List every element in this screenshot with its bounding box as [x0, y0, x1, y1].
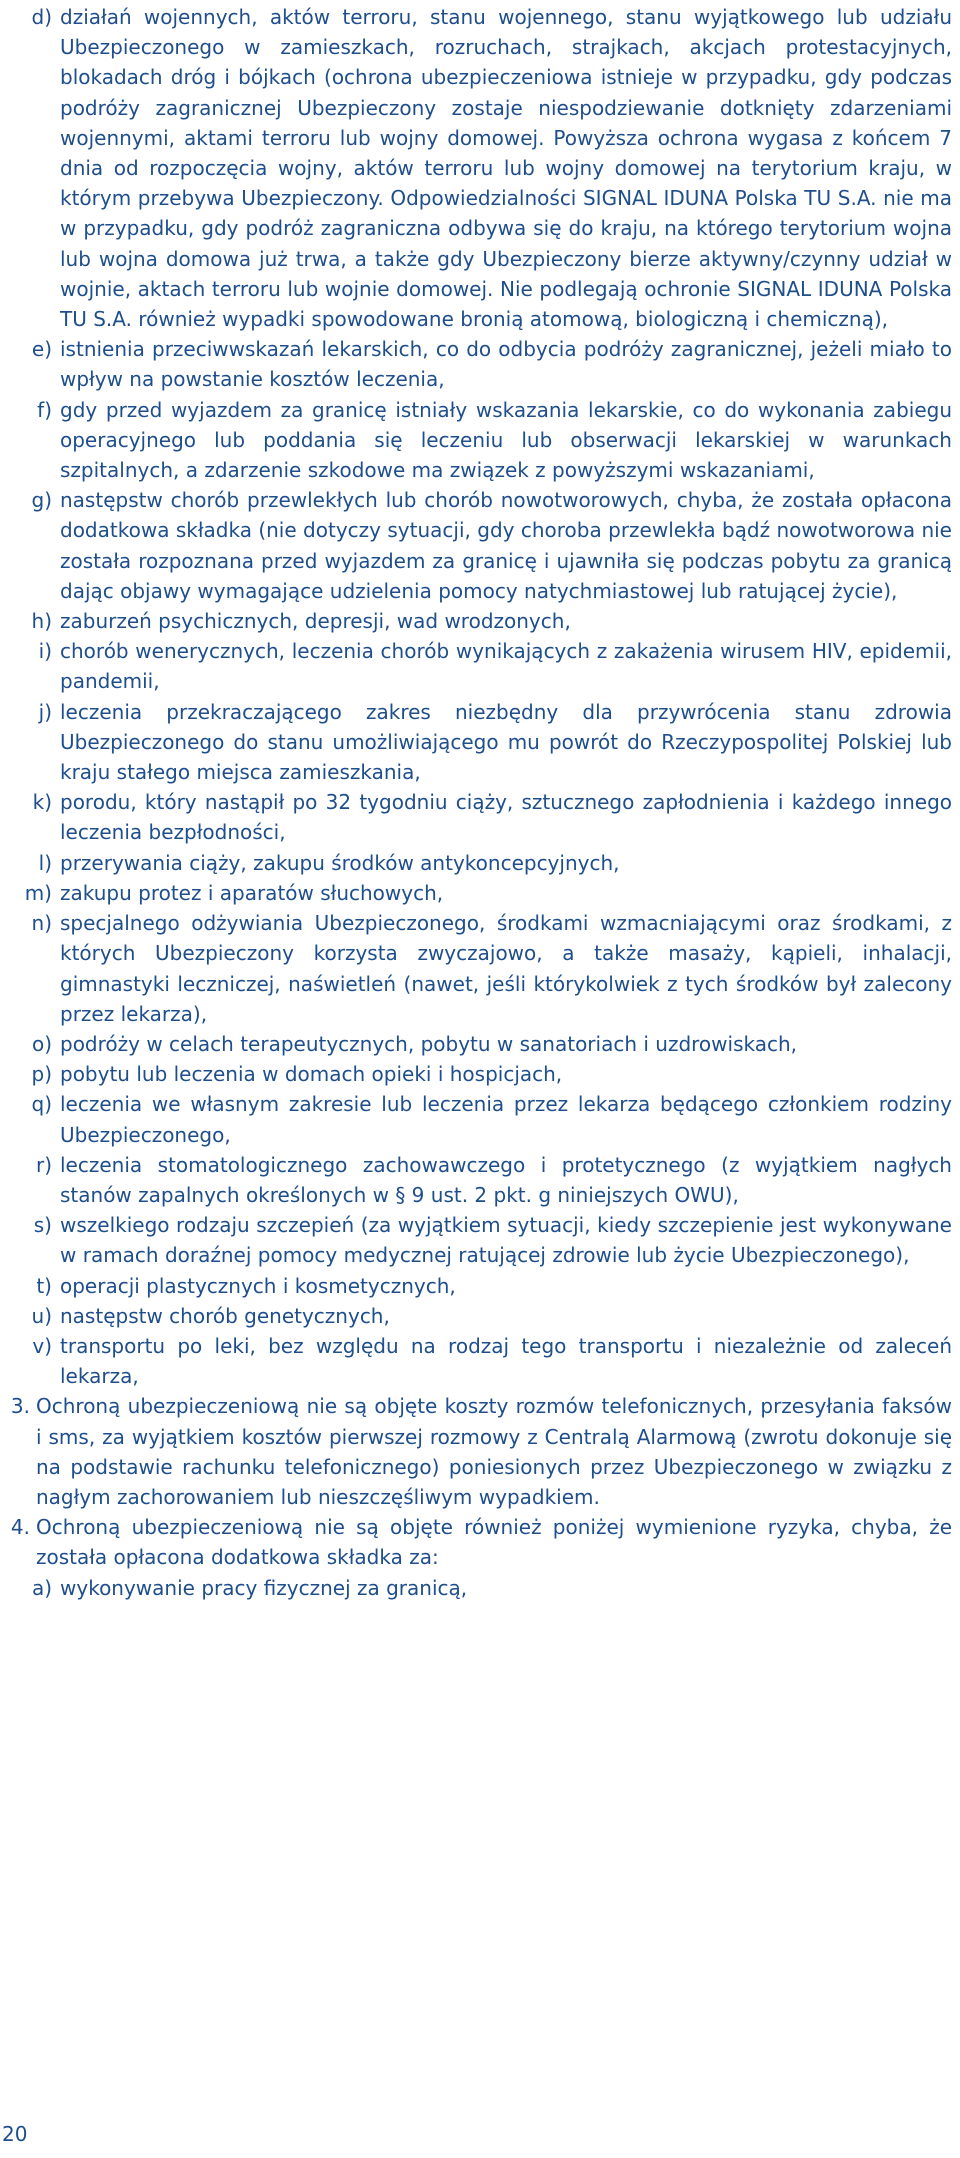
list-item [0, 1059, 952, 1089]
list-item-marker: t) [36, 1273, 52, 1298]
list-item-marker: g) [31, 488, 52, 513]
list-item [0, 395, 952, 486]
sub-list-item [32, 1573, 952, 1603]
list-item-marker: m) [24, 880, 52, 905]
list-item-marker: k) [32, 790, 52, 815]
list-item [0, 2, 952, 334]
list-item-marker: h) [31, 609, 52, 634]
list-item-marker: u) [31, 1303, 52, 1328]
numbered-item-marker: 3. [10, 1394, 30, 1419]
list-item [0, 908, 952, 1029]
exclusions-letter-list [0, 2, 952, 1391]
list-item-marker: v) [32, 1333, 52, 1358]
list-item-marker: f) [37, 397, 52, 422]
list-item-text: wszelkiego rodzaju szczepień (za wyjątkiem sytuacji, kiedy szczepienie jest wykonywane w ramach doraźnej pomocy medycznej ratującej zdrowie lub życie Ubezpieczonego), [60, 1213, 952, 1268]
list-item-marker: e) [31, 337, 52, 362]
list-item-marker: s) [33, 1213, 52, 1238]
sub-list-item-text: wykonywanie pracy fizycznej za granicą, [60, 1575, 468, 1600]
list-item-text: zaburzeń psychicznych, depresji, wad wrodzonych, [60, 609, 571, 634]
list-item [0, 1150, 952, 1210]
list-item [0, 606, 952, 636]
list-item-text: następstw chorób genetycznych, [60, 1303, 390, 1328]
list-item-text: gdy przed wyjazdem za granicę istniały wskazania lekarskie, co do wykonania zabiegu operacyjnego lub poddania się leczeniu lub obserwacji lekarskiej w warunkach szpitalnych, a zdarzenie szkodowe ma związek z powyższymi wskazaniami, [60, 397, 952, 483]
list-item-text: następstw chorób przewlekłych lub chorób nowotworowych, chyba, że została opłacona dodatkowa składka (nie dotyczy sytuacji, gdy choroba przewlekła bądź nowotworowa nie została rozpoznana przed wyjazdem za granicę i ujawniła się podczas pobytu za granicą dając objawy wymagające udzielenia pomocy natychmiastowej lub ratującej życie), [60, 488, 952, 603]
list-item [0, 1029, 952, 1059]
list-item-text: chorób wenerycznych, leczenia chorób wynikających z zakażenia wirusem HIV, epidemii, pandemii, [60, 639, 952, 694]
list-item-marker: n) [31, 911, 52, 936]
list-item-marker: i) [38, 639, 52, 664]
list-item-marker: p) [31, 1062, 52, 1087]
list-item [0, 334, 952, 394]
list-item-marker: r) [35, 1152, 52, 1177]
list-item-text: operacji plastycznych i kosmetycznych, [60, 1273, 456, 1298]
list-item-marker: l) [38, 850, 52, 875]
list-item-marker: q) [31, 1092, 52, 1117]
list-item [0, 697, 952, 788]
numbered-item-body [32, 1512, 952, 1603]
list-item [0, 787, 952, 847]
list-item [0, 485, 952, 606]
list-item-text: pobytu lub leczenia w domach opieki i hospicjach, [60, 1062, 563, 1087]
list-item-text: porodu, który nastąpił po 32 tygodniu ciąży, sztucznego zapłodnienia i każdego innego leczenia bezpłodności, [60, 790, 952, 845]
list-item [0, 848, 952, 878]
numbered-item-marker: 4. [10, 1515, 30, 1540]
list-item-text: specjalnego odżywiania Ubezpieczonego, środkami wzmacniającymi oraz środkami, z których Ubezpieczony korzysta zwyczajowo, a także masaży, kąpieli, inhalacji, gimnastyki leczniczej, naświetleń (nawet, jeśli którykolwiek z tych środków był zalecony przez lekarza), [60, 911, 952, 1026]
list-item [0, 1301, 952, 1331]
list-item-text: leczenia przekraczającego zakres niezbędny dla przywrócenia stanu zdrowia Ubezpieczonego do stanu umożliwiającego mu powrót do Rzeczypospolitej Polskiej lub kraju stałego miejsca zamieszkania, [60, 699, 952, 785]
list-item [0, 878, 952, 908]
list-item-text: transportu po leki, bez względu na rodzaj tego transportu i niezależnie od zaleceń lekarza, [60, 1333, 952, 1389]
list-item-text: podróży w celach terapeutycznych, pobytu w sanatoriach i uzdrowiskach, [60, 1031, 798, 1056]
list-item [0, 1331, 952, 1391]
numbered-item-text: Ochroną ubezpieczeniową nie są objęte również poniżej wymienione ryzyka, chyba, że została opłacona dodatkowa składka za: [36, 1515, 952, 1570]
numbered-item [0, 1391, 952, 1512]
page-number: 20 [2, 2122, 28, 2146]
exclusions-numbered-list [0, 1391, 952, 1602]
sub-list-item-marker: a) [32, 1575, 53, 1600]
list-item-text: zakupu protez i aparatów słuchowych, [60, 880, 444, 905]
list-item-text: leczenia we własnym zakresie lub leczenia przez lekarza będącego członkiem rodziny Ubezpieczonego, [60, 1092, 952, 1147]
list-item-text: leczenia stomatologicznego zachowawczego i protetycznego (z wyjątkiem nagłych stanów zapalnych określonych w § 9 ust. 2 pkt. g niniejszych OWU), [60, 1152, 952, 1207]
list-item [0, 1271, 952, 1301]
list-item [0, 1089, 952, 1149]
list-item [0, 636, 952, 696]
list-item [0, 1210, 952, 1270]
list-item-marker: d) [31, 5, 52, 29]
list-item-text: działań wojennych, aktów terroru, stanu wojennego, stanu wyjątkowego lub udziału Ubezpieczonego w zamieszkach, rozruchach, strajkach, akcjach protestacyjnych, blokadach dróg i bójkach (ochrona ubezpieczeniowa istnieje w przypadku, gdy podczas podróży zagranicznej Ubezpieczony zostaje niespodziewanie dotknięty zdarzeniami wojennymi, aktami terroru lub wojny domowej. Powyższa ochrona wygasa z końcem 7 dnia od rozpoczęcia wojny, aktów terroru lub wojny domowej na terytorium kraju, w którym przebywa Ubezpieczony. Odpowiedzialności SIGNAL IDUNA Polska TU S.A. nie ma w przypadku, gdy podróż zagraniczna odbywa się do kraju, na którego terytorium wojna lub wojna domowa już trwa, a także gdy Ubezpieczony bierze aktywny/czynny udział w wojnie, aktach terroru lub wojnie domowej. Nie podlegają ochronie SIGNAL IDUNA Polska TU S.A. również wypadki spowodowane bronią atomową, biologiczną i chemiczną), [60, 5, 952, 332]
list-item-marker: j) [38, 699, 52, 724]
numbered-item-text: Ochroną ubezpieczeniową nie są objęte koszty rozmów telefonicznych, przesyłania faksów i sms, za wyjątkiem kosztów pierwszej rozmowy z Centralą Alarmową (zwrotu dokonuje się na podstawie rachunku telefonicznego) poniesionych przez Ubezpieczonego w związku z nagłym zachorowaniem lub nieszczęśliwym wypadkiem. [36, 1394, 952, 1509]
list-item-text: istnienia przeciwwskazań lekarskich, co do odbycia podróży zagranicznej, jeżeli miało to wpływ na powstanie kosztów leczenia, [60, 337, 952, 392]
numbered-item-body [36, 1391, 952, 1512]
list-item-text: przerywania ciąży, zakupu środków antykoncepcyjnych, [60, 850, 620, 875]
numbered-item [0, 1512, 952, 1603]
list-item-marker: o) [31, 1031, 52, 1056]
